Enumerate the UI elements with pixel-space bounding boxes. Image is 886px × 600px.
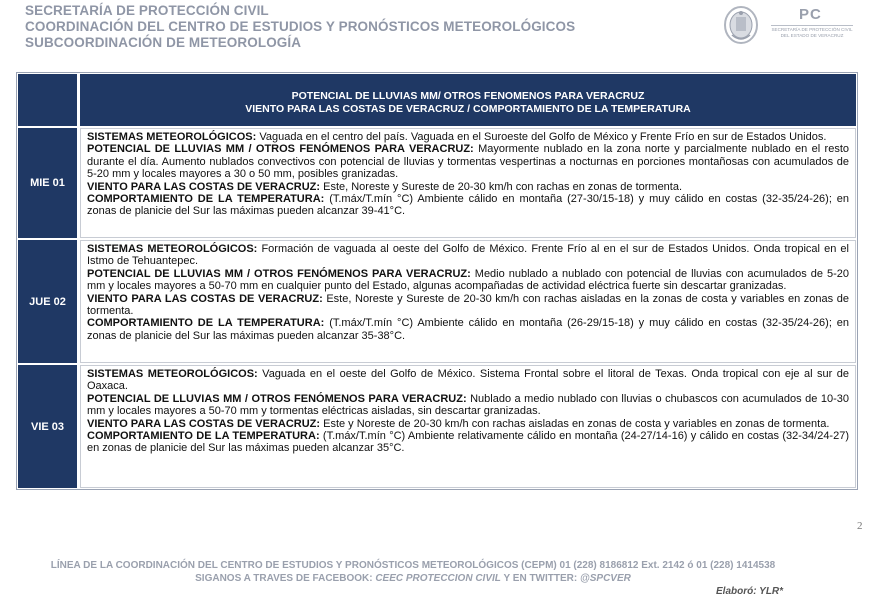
temperatura-paragraph [87, 317, 849, 342]
viento-paragraph [87, 293, 849, 318]
viento-text: Este, Noreste y Sureste de 20-30 km/h con rachas en zonas de tormenta. [320, 180, 683, 193]
author-signature: Elaboró: YLR* [716, 586, 784, 597]
sistemas-paragraph [87, 131, 849, 143]
day-cell-jue: JUE 02 [18, 240, 77, 363]
viento-text: Este y Noreste de 20-30 km/h con rachas aisladas en zonas de costa y variables en zonas de tormenta. [320, 417, 830, 430]
forecast-row-mie [80, 128, 856, 238]
forecast-row-vie [80, 365, 856, 488]
footer-contact-line: LÍNEA DE LA COORDINACIÓN DEL CENTRO DE ESTUDIOS Y PRONÓSTICOS METEOROLÓGICOS (CEPM) 01 (228) 8186812 Ext. 2142 ó 01 (228) 1414538 [50, 560, 776, 571]
lluvias-label: POTENCIAL DE LLUVIAS MM / OTROS FENÓMENOS PARA VERACRUZ: [87, 143, 474, 156]
pc-logo-subtitle-line2: DEL ESTADO DE VERACRUZ [780, 33, 844, 38]
sistemas-label: SISTEMAS METEOROLÓGICOS: [87, 368, 258, 380]
pc-logo-subtitle-line1: SECRETARÍA DE PROTECCIÓN CIVIL [771, 27, 853, 32]
sistemas-text: Vaguada en el oeste del Golfo de México. Sistema Frontal sobre el litoral de Texas. Onda tropical con eje al sur de Oaxaca. [87, 368, 849, 393]
header-line-subcoordinacion: SUBCOORDINACIÓN DE METEOROLOGÍA [25, 35, 302, 50]
sistemas-text: Vaguada en el centro del país. Vaguada en el Suroeste del Golfo de México y Frente Frío en sur de Estados Unidos. [256, 131, 827, 143]
sistemas-text: Formación de vaguada al oeste del Golfo de México. Frente Frío al en el sur de Estados Unidos. Onda tropical en el Istmo de Tehuantepec. [87, 243, 849, 268]
temperatura-paragraph [87, 430, 849, 455]
day-cell-mie: MIE 01 [18, 128, 77, 238]
viento-paragraph [87, 418, 849, 430]
facebook-link[interactable]: CEEC PROTECCION CIVIL [375, 572, 501, 584]
lluvias-text: Mayormente nublado en la zona norte y parcialmente nublado en el resto durante el día. Aumento nublados convectivos con potencial de lluvias y tormentas vespertinas a nocturnas en porciones montañosas con acumulados de 5-20 mm y locales mayores a 30 o 50 mm, posibles granizadas. [87, 143, 849, 181]
temperatura-text: (T.máx/T.mín °C) Ambiente relativamente cálido en montaña (24-27/14-16) y cálido en costas (32-34/24-27) en zonas de planicie del Sur las máximas pueden alcanzar 35°C. [87, 430, 849, 455]
sistemas-paragraph [87, 243, 849, 268]
pc-logo-subtitle [767, 27, 857, 39]
temperatura-label: COMPORTAMIENTO DE LA TEMPERATURA: [87, 317, 325, 330]
proteccion-civil-logo [767, 6, 857, 50]
veracruz-seal-icon [722, 5, 760, 45]
viento-label: VIENTO PARA LAS COSTAS DE VERACRUZ: [87, 180, 321, 193]
temperatura-text: (T.máx/T.mín °C) Ambiente cálido en montaña (27-30/15-18) y muy cálido en costas (32-35/24-26); en zonas de planicie del Sur las máximas pueden alcanzar 39-41°C. [87, 193, 849, 218]
lluvias-text: Nublado a medio nublado con lluvias o chubascos con acumulados de 10-30 mm y locales mayores a 50-70 mm y tormentas eléctricas aisladas, sin descartar granizadas. [87, 392, 849, 418]
sistemas-label: SISTEMAS METEOROLÓGICOS: [87, 243, 258, 255]
table-header-day-cell [18, 74, 77, 126]
lluvias-paragraph [87, 143, 849, 180]
lluvias-label: POTENCIAL DE LLUVIAS MM / OTROS FENÓMENOS PARA VERACRUZ: [87, 267, 471, 280]
footer-social-line [0, 573, 826, 586]
viento-label: VIENTO PARA LAS COSTAS DE VERACRUZ: [87, 292, 323, 305]
page-number: 2 [857, 520, 863, 532]
table-header-cell [80, 74, 856, 126]
header-line-coordinacion: COORDINACIÓN DEL CENTRO DE ESTUDIOS Y PRONÓSTICOS METEOROLÓGICOS [25, 19, 576, 34]
forecast-row-jue [80, 240, 856, 363]
table-header-line1: POTENCIAL DE LLUVIAS MM/ OTROS FENOMENOS PARA VERACRUZ [291, 90, 645, 102]
temperatura-label: COMPORTAMIENTO DE LA TEMPERATURA: [87, 430, 320, 443]
temperatura-paragraph [87, 193, 849, 218]
pc-logo-divider [771, 25, 853, 26]
sistemas-paragraph [87, 368, 849, 393]
viento-text: Este, Noreste y Sureste de 20-30 km/h con rachas aisladas en la zonas de costa y variables en zonas de tormenta. [87, 292, 849, 318]
table-header-line2: VIENTO PARA LAS COSTAS DE VERACRUZ / COMPORTAMIENTO DE LA TEMPERATURA [245, 103, 691, 115]
document-header [25, 3, 575, 51]
temperatura-text: (T.máx/T.mín °C) Ambiente cálido en montaña (26-29/15-18) y muy cálido en costas (32-35/24-26); en zonas de planicie del Sur las máximas pueden alcanzar 35-38°C. [87, 317, 849, 342]
footer-twitter-prefix: Y EN TWITTER: [500, 572, 580, 584]
header-line-secretaria: SECRETARÍA DE PROTECCIÓN CIVIL [25, 3, 269, 18]
pc-logo-text: PC [799, 6, 822, 23]
twitter-link[interactable]: @SPCVER [579, 572, 631, 584]
document-footer [0, 560, 826, 585]
lluvias-text: Medio nublado a nublado con potencial de lluvias con acumulados de 5-20 mm y locales mayores a 50-70 mm en cualquier punto del Estado, algunas acompañadas de actividad eléctrica fuerte sin descartar granizadas. [87, 267, 849, 293]
viento-label: VIENTO PARA LAS COSTAS DE VERACRUZ: [87, 417, 321, 430]
forecast-table [16, 72, 858, 490]
day-cell-vie: VIE 03 [18, 365, 77, 488]
lluvias-paragraph [87, 393, 849, 418]
temperatura-label: COMPORTAMIENTO DE LA TEMPERATURA: [87, 193, 325, 206]
lluvias-paragraph [87, 268, 849, 293]
viento-paragraph [87, 181, 849, 193]
footer-facebook-prefix: SIGANOS A TRAVES DE FACEBOOK: [195, 572, 376, 584]
sistemas-label: SISTEMAS METEOROLÓGICOS: [87, 131, 257, 143]
lluvias-label: POTENCIAL DE LLUVIAS MM / OTROS FENÓMENOS PARA VERACRUZ: [87, 392, 467, 405]
